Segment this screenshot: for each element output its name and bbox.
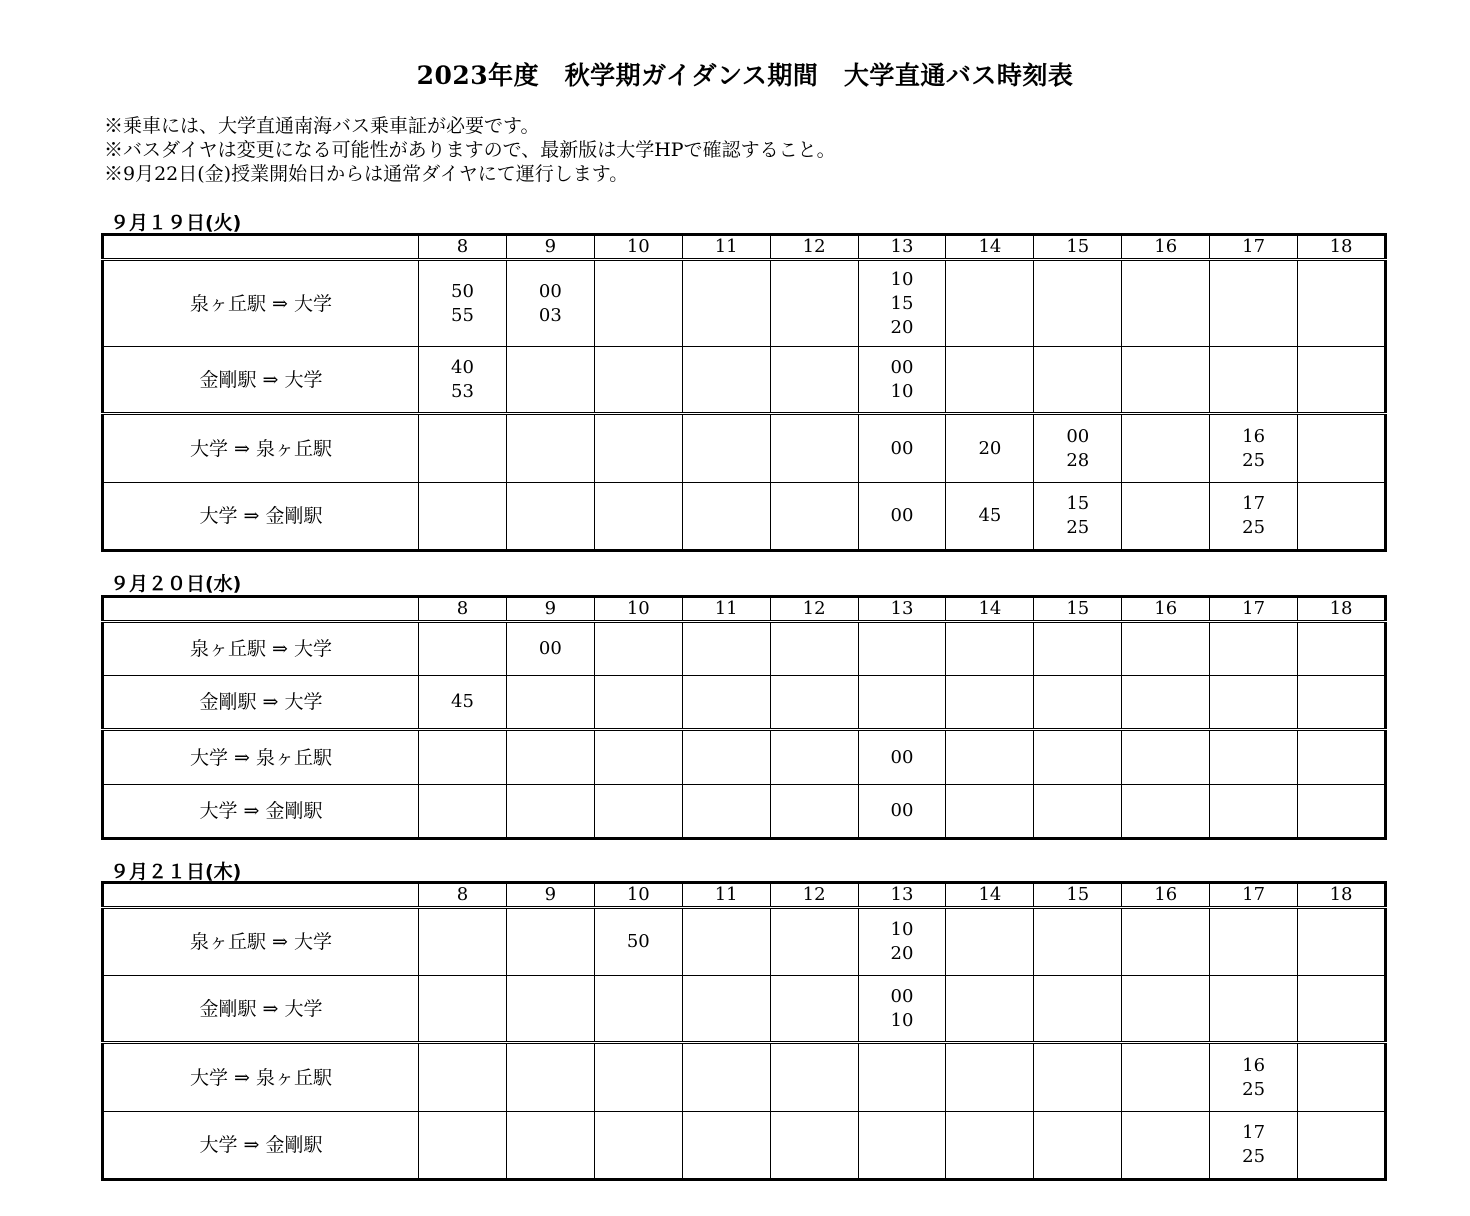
departure-times-cell bbox=[506, 676, 594, 730]
departure-minute: 55 bbox=[451, 304, 474, 326]
departure-times-cell bbox=[770, 1043, 858, 1112]
departure-times-cell bbox=[946, 908, 1034, 976]
departure-times-cell bbox=[858, 622, 946, 676]
hour-header-cell: 10 bbox=[594, 235, 682, 260]
departure-times-cell bbox=[1298, 785, 1386, 839]
departure-times-cell bbox=[858, 908, 946, 976]
hour-header-cell: 8 bbox=[419, 597, 507, 622]
departure-times-cell bbox=[1298, 414, 1386, 483]
timetable bbox=[101, 233, 1387, 552]
departure-times-cell bbox=[1122, 676, 1210, 730]
route-row bbox=[103, 676, 1386, 730]
hour-header-cell: 15 bbox=[1034, 597, 1122, 622]
departure-times-cell bbox=[1122, 730, 1210, 785]
departure-times-cell bbox=[1298, 730, 1386, 785]
departure-times-cell bbox=[770, 347, 858, 414]
departure-times-cell bbox=[594, 730, 682, 785]
departure-times-cell bbox=[419, 622, 507, 676]
departure-times-cell bbox=[682, 1112, 770, 1180]
departure-times-cell bbox=[946, 1043, 1034, 1112]
departure-times-cell bbox=[1122, 260, 1210, 347]
departure-times-cell bbox=[1298, 622, 1386, 676]
departure-times-cell bbox=[1034, 908, 1122, 976]
departure-minute: 45 bbox=[978, 505, 1002, 526]
departure-times-cell bbox=[682, 1043, 770, 1112]
page-title: 2023年度 秋学期ガイダンス期間 大学直通バス時刻表 bbox=[416, 61, 1074, 90]
departure-times-cell bbox=[858, 483, 946, 551]
departure-minute: 16 bbox=[1242, 425, 1266, 447]
departure-times-cell bbox=[506, 260, 594, 347]
departure-times-cell bbox=[1298, 1043, 1386, 1112]
departure-minute: 17 bbox=[1242, 1122, 1266, 1143]
departure-minute: 50 bbox=[626, 931, 650, 952]
departure-times-cell bbox=[1298, 260, 1386, 347]
departure-minute: 03 bbox=[538, 304, 562, 326]
departure-times-cell bbox=[946, 676, 1034, 730]
route-label: 大学 ⇒ 泉ヶ丘駅 bbox=[103, 730, 419, 785]
departure-times-cell bbox=[1210, 908, 1298, 976]
departure-minute: 15 bbox=[890, 292, 914, 314]
departure-times-cell bbox=[506, 347, 594, 414]
departure-times-cell bbox=[682, 785, 770, 839]
departure-times-cell bbox=[770, 976, 858, 1043]
hour-header-cell: 13 bbox=[858, 883, 946, 908]
departure-times-cell bbox=[1034, 785, 1122, 839]
departure-times-cell bbox=[682, 730, 770, 785]
note-boarding-pass: ※乗車には、大学直通南海バス乗車証が必要です。 bbox=[104, 115, 540, 137]
hour-header-cell: 11 bbox=[682, 235, 770, 260]
hour-header-cell: 16 bbox=[1122, 597, 1210, 622]
route-label: 大学 ⇒ 金剛駅 bbox=[103, 483, 419, 551]
departure-times-cell bbox=[594, 260, 682, 347]
departure-times-cell bbox=[858, 347, 946, 414]
departure-times-cell bbox=[419, 785, 507, 839]
departure-times-cell bbox=[682, 976, 770, 1043]
departure-minute: 20 bbox=[890, 943, 914, 964]
departure-times-cell bbox=[1034, 976, 1122, 1043]
departure-times-cell bbox=[682, 483, 770, 551]
departure-times-cell bbox=[594, 483, 682, 551]
departure-times-cell bbox=[506, 1112, 594, 1180]
departure-times-cell bbox=[858, 976, 946, 1043]
departure-minute: 40 bbox=[451, 356, 474, 378]
departure-minute: 28 bbox=[1066, 449, 1090, 471]
route-row bbox=[103, 622, 1386, 676]
departure-times-cell bbox=[1122, 347, 1210, 414]
departure-times-cell bbox=[682, 622, 770, 676]
departure-minute: 25 bbox=[1242, 517, 1266, 538]
departure-times-cell bbox=[594, 1043, 682, 1112]
departure-times-cell bbox=[594, 622, 682, 676]
departure-times-cell bbox=[506, 730, 594, 785]
departure-minute: 20 bbox=[890, 316, 914, 338]
departure-minute: 10 bbox=[890, 380, 914, 402]
departure-times-cell bbox=[419, 1112, 507, 1180]
departure-minute: 25 bbox=[1066, 517, 1090, 538]
departure-times-cell bbox=[594, 976, 682, 1043]
departure-times-cell bbox=[506, 976, 594, 1043]
route-row bbox=[103, 1112, 1386, 1180]
departure-times-cell bbox=[770, 730, 858, 785]
departure-minute: 16 bbox=[1242, 1054, 1266, 1076]
hour-header-cell: 8 bbox=[419, 883, 507, 908]
departure-times-cell bbox=[682, 414, 770, 483]
route-label: 大学 ⇒ 金剛駅 bbox=[103, 1112, 419, 1180]
hour-header-cell: 16 bbox=[1122, 235, 1210, 260]
departure-times-cell bbox=[419, 347, 507, 414]
departure-times-cell bbox=[1210, 260, 1298, 347]
departure-times-cell bbox=[1122, 622, 1210, 676]
departure-times-cell bbox=[594, 908, 682, 976]
departure-times-cell bbox=[594, 1112, 682, 1180]
departure-times-cell bbox=[419, 908, 507, 976]
route-label: 泉ヶ丘駅 ⇒ 大学 bbox=[103, 260, 419, 347]
departure-times-cell bbox=[770, 260, 858, 347]
departure-times-cell bbox=[858, 730, 946, 785]
route-row bbox=[103, 976, 1386, 1043]
note-regular-schedule: ※9月22日(金)授業開始日からは通常ダイヤにて運行します。 bbox=[104, 163, 629, 185]
hour-header-cell: 15 bbox=[1034, 235, 1122, 260]
hour-header-cell: 10 bbox=[594, 597, 682, 622]
departure-times-cell bbox=[419, 976, 507, 1043]
departure-times-cell bbox=[506, 908, 594, 976]
departure-times-cell bbox=[946, 260, 1034, 347]
hour-header-cell: 17 bbox=[1210, 597, 1298, 622]
header-blank-cell bbox=[103, 597, 419, 622]
departure-times-cell bbox=[1210, 730, 1298, 785]
route-row bbox=[103, 785, 1386, 839]
section-date-label: ９月２０日(水) bbox=[110, 573, 242, 595]
departure-times-cell bbox=[946, 976, 1034, 1043]
route-label: 泉ヶ丘駅 ⇒ 大学 bbox=[103, 908, 419, 976]
departure-times-cell bbox=[419, 483, 507, 551]
hour-header-cell: 12 bbox=[770, 597, 858, 622]
departure-minute: 50 bbox=[451, 280, 474, 302]
hour-header-row bbox=[103, 235, 1386, 260]
departure-minute: 53 bbox=[451, 380, 474, 402]
departure-minute: 15 bbox=[1066, 493, 1090, 514]
departure-times-cell bbox=[1034, 1043, 1122, 1112]
departure-times-cell bbox=[506, 785, 594, 839]
note-schedule-change: ※バスダイヤは変更になる可能性がありますので、最新版は大学HPで確認すること。 bbox=[104, 139, 836, 161]
route-label: 金剛駅 ⇒ 大学 bbox=[103, 347, 419, 414]
route-row bbox=[103, 1043, 1386, 1112]
departure-times-cell bbox=[594, 414, 682, 483]
departure-times-cell bbox=[1034, 260, 1122, 347]
departure-times-cell bbox=[1034, 1112, 1122, 1180]
departure-minute: 45 bbox=[451, 691, 474, 712]
hour-header-cell: 9 bbox=[506, 883, 594, 908]
departure-times-cell bbox=[946, 785, 1034, 839]
departure-times-cell bbox=[946, 347, 1034, 414]
departure-times-cell bbox=[770, 676, 858, 730]
departure-times-cell bbox=[1122, 483, 1210, 551]
departure-minute: 10 bbox=[890, 919, 914, 940]
departure-times-cell bbox=[946, 1112, 1034, 1180]
route-label: 大学 ⇒ 泉ヶ丘駅 bbox=[103, 1043, 419, 1112]
departure-times-cell bbox=[506, 414, 594, 483]
departure-times-cell bbox=[1034, 730, 1122, 785]
departure-times-cell bbox=[1210, 1112, 1298, 1180]
departure-times-cell bbox=[1298, 976, 1386, 1043]
departure-times-cell bbox=[770, 622, 858, 676]
departure-times-cell bbox=[419, 260, 507, 347]
departure-times-cell bbox=[419, 730, 507, 785]
route-label: 大学 ⇒ 金剛駅 bbox=[103, 785, 419, 839]
departure-times-cell bbox=[946, 483, 1034, 551]
hour-header-cell: 17 bbox=[1210, 883, 1298, 908]
departure-times-cell bbox=[1210, 785, 1298, 839]
route-row bbox=[103, 483, 1386, 551]
departure-times-cell bbox=[1298, 676, 1386, 730]
departure-times-cell bbox=[1210, 483, 1298, 551]
departure-times-cell bbox=[419, 676, 507, 730]
departure-minute: 00 bbox=[1066, 425, 1090, 447]
departure-minute: 00 bbox=[890, 800, 914, 821]
hour-header-cell: 9 bbox=[506, 597, 594, 622]
departure-minute: 00 bbox=[890, 746, 914, 768]
hour-header-cell: 11 bbox=[682, 883, 770, 908]
hour-header-cell: 8 bbox=[419, 235, 507, 260]
departure-times-cell bbox=[770, 908, 858, 976]
hour-header-cell: 13 bbox=[858, 235, 946, 260]
departure-times-cell bbox=[858, 785, 946, 839]
departure-times-cell bbox=[682, 908, 770, 976]
route-label: 泉ヶ丘駅 ⇒ 大学 bbox=[103, 622, 419, 676]
hour-header-cell: 13 bbox=[858, 597, 946, 622]
route-row bbox=[103, 260, 1386, 347]
route-row bbox=[103, 908, 1386, 976]
departure-times-cell bbox=[858, 676, 946, 730]
departure-times-cell bbox=[858, 260, 946, 347]
departure-times-cell bbox=[1122, 1043, 1210, 1112]
departure-times-cell bbox=[1298, 1112, 1386, 1180]
departure-times-cell bbox=[594, 347, 682, 414]
departure-times-cell bbox=[858, 1112, 946, 1180]
departure-minute: 20 bbox=[978, 437, 1002, 459]
section-date-label: ９月１９日(火) bbox=[110, 212, 242, 234]
departure-minute: 10 bbox=[890, 268, 914, 290]
departure-times-cell bbox=[1034, 414, 1122, 483]
departure-times-cell bbox=[506, 1043, 594, 1112]
timetable bbox=[101, 595, 1387, 840]
hour-header-cell: 18 bbox=[1298, 883, 1386, 908]
departure-times-cell bbox=[946, 730, 1034, 785]
departure-minute: 00 bbox=[890, 985, 914, 1007]
departure-times-cell bbox=[1034, 483, 1122, 551]
departure-minute: 25 bbox=[1242, 1146, 1266, 1167]
departure-minute: 00 bbox=[890, 437, 914, 459]
hour-header-cell: 10 bbox=[594, 883, 682, 908]
hour-header-cell: 9 bbox=[506, 235, 594, 260]
departure-times-cell bbox=[1122, 785, 1210, 839]
hour-header-cell: 17 bbox=[1210, 235, 1298, 260]
departure-times-cell bbox=[594, 785, 682, 839]
departure-times-cell bbox=[1210, 976, 1298, 1043]
departure-times-cell bbox=[770, 414, 858, 483]
departure-times-cell bbox=[1122, 976, 1210, 1043]
departure-times-cell bbox=[506, 483, 594, 551]
hour-header-cell: 15 bbox=[1034, 883, 1122, 908]
departure-times-cell bbox=[682, 347, 770, 414]
hour-header-cell: 14 bbox=[946, 597, 1034, 622]
departure-times-cell bbox=[858, 1043, 946, 1112]
hour-header-cell: 18 bbox=[1298, 235, 1386, 260]
departure-times-cell bbox=[1034, 676, 1122, 730]
departure-times-cell bbox=[1210, 676, 1298, 730]
header-blank-cell bbox=[103, 883, 419, 908]
departure-times-cell bbox=[1298, 483, 1386, 551]
section-date-label: ９月２１日(木) bbox=[110, 861, 242, 883]
departure-times-cell bbox=[1122, 1112, 1210, 1180]
departure-times-cell bbox=[1122, 908, 1210, 976]
departure-minute: 25 bbox=[1242, 1078, 1266, 1100]
departure-times-cell bbox=[946, 414, 1034, 483]
departure-times-cell bbox=[770, 785, 858, 839]
departure-times-cell bbox=[1210, 414, 1298, 483]
departure-times-cell bbox=[1298, 908, 1386, 976]
hour-header-cell: 14 bbox=[946, 883, 1034, 908]
departure-times-cell bbox=[1210, 347, 1298, 414]
route-row bbox=[103, 414, 1386, 483]
departure-times-cell bbox=[594, 676, 682, 730]
hour-header-cell: 14 bbox=[946, 235, 1034, 260]
departure-times-cell bbox=[1298, 347, 1386, 414]
hour-header-cell: 18 bbox=[1298, 597, 1386, 622]
departure-minute: 00 bbox=[890, 505, 914, 526]
departure-times-cell bbox=[1034, 622, 1122, 676]
departure-minute: 25 bbox=[1242, 449, 1266, 471]
route-label: 大学 ⇒ 泉ヶ丘駅 bbox=[103, 414, 419, 483]
route-row bbox=[103, 347, 1386, 414]
departure-times-cell bbox=[506, 622, 594, 676]
departure-times-cell bbox=[1210, 622, 1298, 676]
departure-times-cell bbox=[770, 1112, 858, 1180]
departure-minute: 00 bbox=[538, 638, 562, 659]
route-label: 金剛駅 ⇒ 大学 bbox=[103, 976, 419, 1043]
departure-times-cell bbox=[858, 414, 946, 483]
departure-times-cell bbox=[1210, 1043, 1298, 1112]
hour-header-cell: 16 bbox=[1122, 883, 1210, 908]
hour-header-cell: 12 bbox=[770, 235, 858, 260]
hour-header-row bbox=[103, 597, 1386, 622]
hour-header-cell: 11 bbox=[682, 597, 770, 622]
hour-header-row bbox=[103, 883, 1386, 908]
departure-times-cell bbox=[419, 1043, 507, 1112]
departure-minute: 00 bbox=[538, 280, 562, 302]
route-row bbox=[103, 730, 1386, 785]
departure-times-cell bbox=[770, 483, 858, 551]
timetable bbox=[101, 881, 1387, 1181]
departure-times-cell bbox=[419, 414, 507, 483]
departure-minute: 00 bbox=[890, 356, 914, 378]
departure-times-cell bbox=[682, 676, 770, 730]
departure-minute: 17 bbox=[1242, 493, 1266, 514]
departure-times-cell bbox=[682, 260, 770, 347]
departure-times-cell bbox=[1034, 347, 1122, 414]
departure-times-cell bbox=[1122, 414, 1210, 483]
route-label: 金剛駅 ⇒ 大学 bbox=[103, 676, 419, 730]
departure-times-cell bbox=[946, 622, 1034, 676]
departure-minute: 10 bbox=[890, 1009, 914, 1031]
hour-header-cell: 12 bbox=[770, 883, 858, 908]
header-blank-cell bbox=[103, 235, 419, 260]
notes bbox=[104, 114, 836, 186]
